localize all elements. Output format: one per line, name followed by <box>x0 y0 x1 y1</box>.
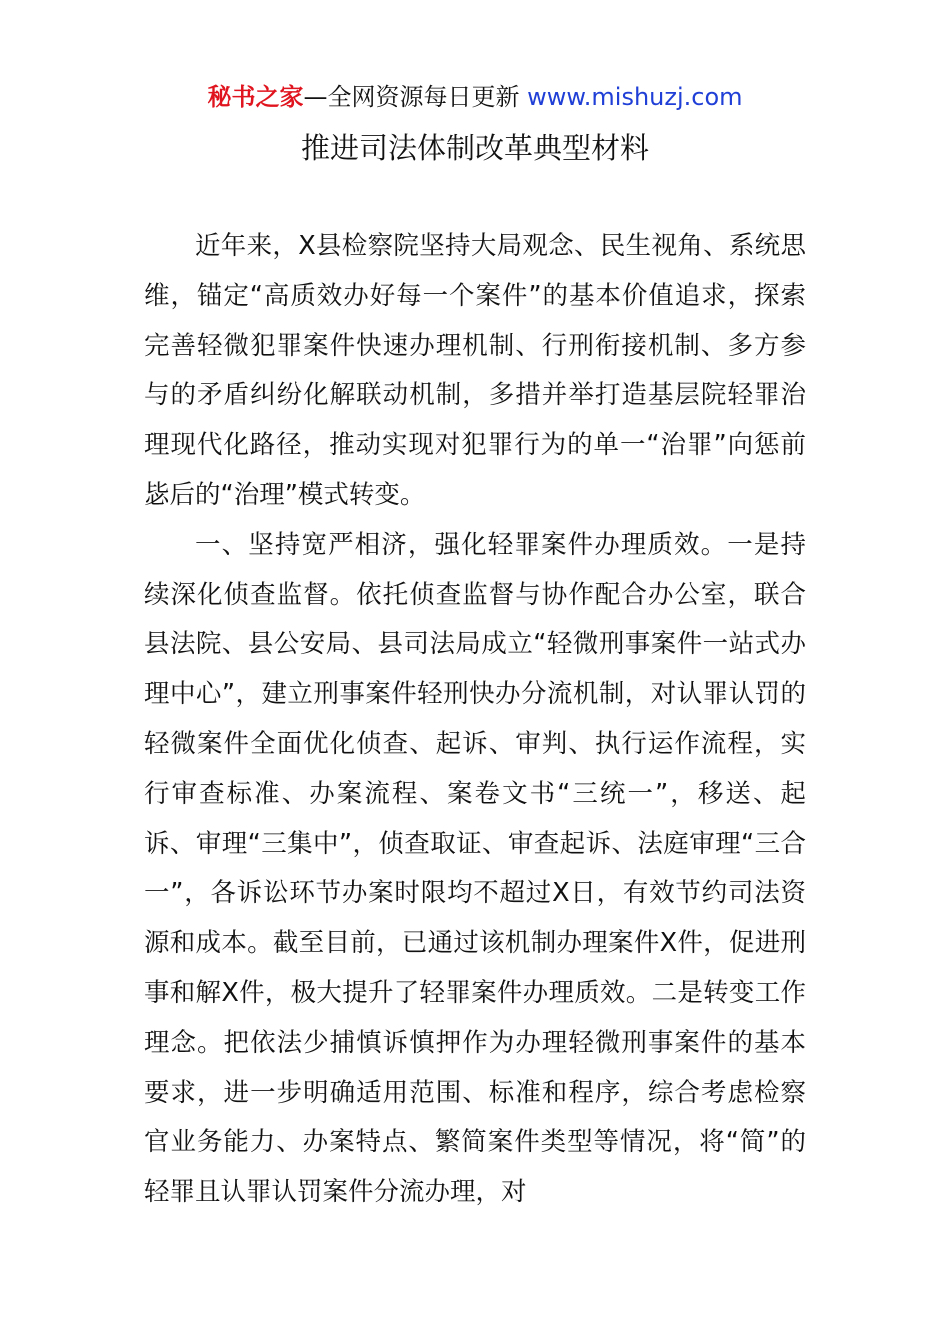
paragraph-section-one: 一、坚持宽严相济，强化轻罪案件办理质效。一是持续深化侦查监督。依托侦查监督与协作配合办公室，联合县法院、县公安局、县司法局成立“轻微刑事案件一站式办理中心”，建立刑事案件轻刑快办分流机制，对认罪认罚的轻微案件全面优化侦查、起诉、审判、执行运作流程，实行审查标准、办案流程、案卷文书“三统一”，移送、起诉、审理“三集中”，侦查取证、审查起诉、法庭审理“三合一”，各诉讼环节办案时限均不超过X日，有效节约司法资源和成本。截至目前，已通过该机制办理案件X件，促进刑事和解X件，极大提升了轻罪案件办理质效。二是转变工作理念。把依法少捕慎诉慎押作为办理轻微刑事案件的基本要求，进一步明确适用范围、标准和程序，综合考虑检察官业务能力、办案特点、繁简案件类型等情况，将“简”的轻罪且认罪认罚案件分流办理，对 <box>144 529 806 1208</box>
document-body <box>144 222 806 1218</box>
paragraph-intro: 近年来，X县检察院坚持大局观念、民生视角、系统思维，锚定“高质效办好每一个案件”的基本价值追求，探索完善轻微犯罪案件快速办理机制、行刑衔接机制、多方参与的矛盾纠纷化解联动机制，多措并举打造基层院轻罪治理现代化路径，推动实现对犯罪行为的单一“治罪”向惩前毖后的“治理”模式转变。 <box>144 231 806 510</box>
site-brand: 秘书之家 <box>207 83 304 111</box>
site-tagline: —全网资源每日更新 <box>303 83 520 111</box>
document-title: 推进司法体制改革典型材料 <box>300 131 649 165</box>
site-url-link[interactable]: www.mishuzj.com <box>527 83 743 111</box>
site-header <box>0 80 950 114</box>
